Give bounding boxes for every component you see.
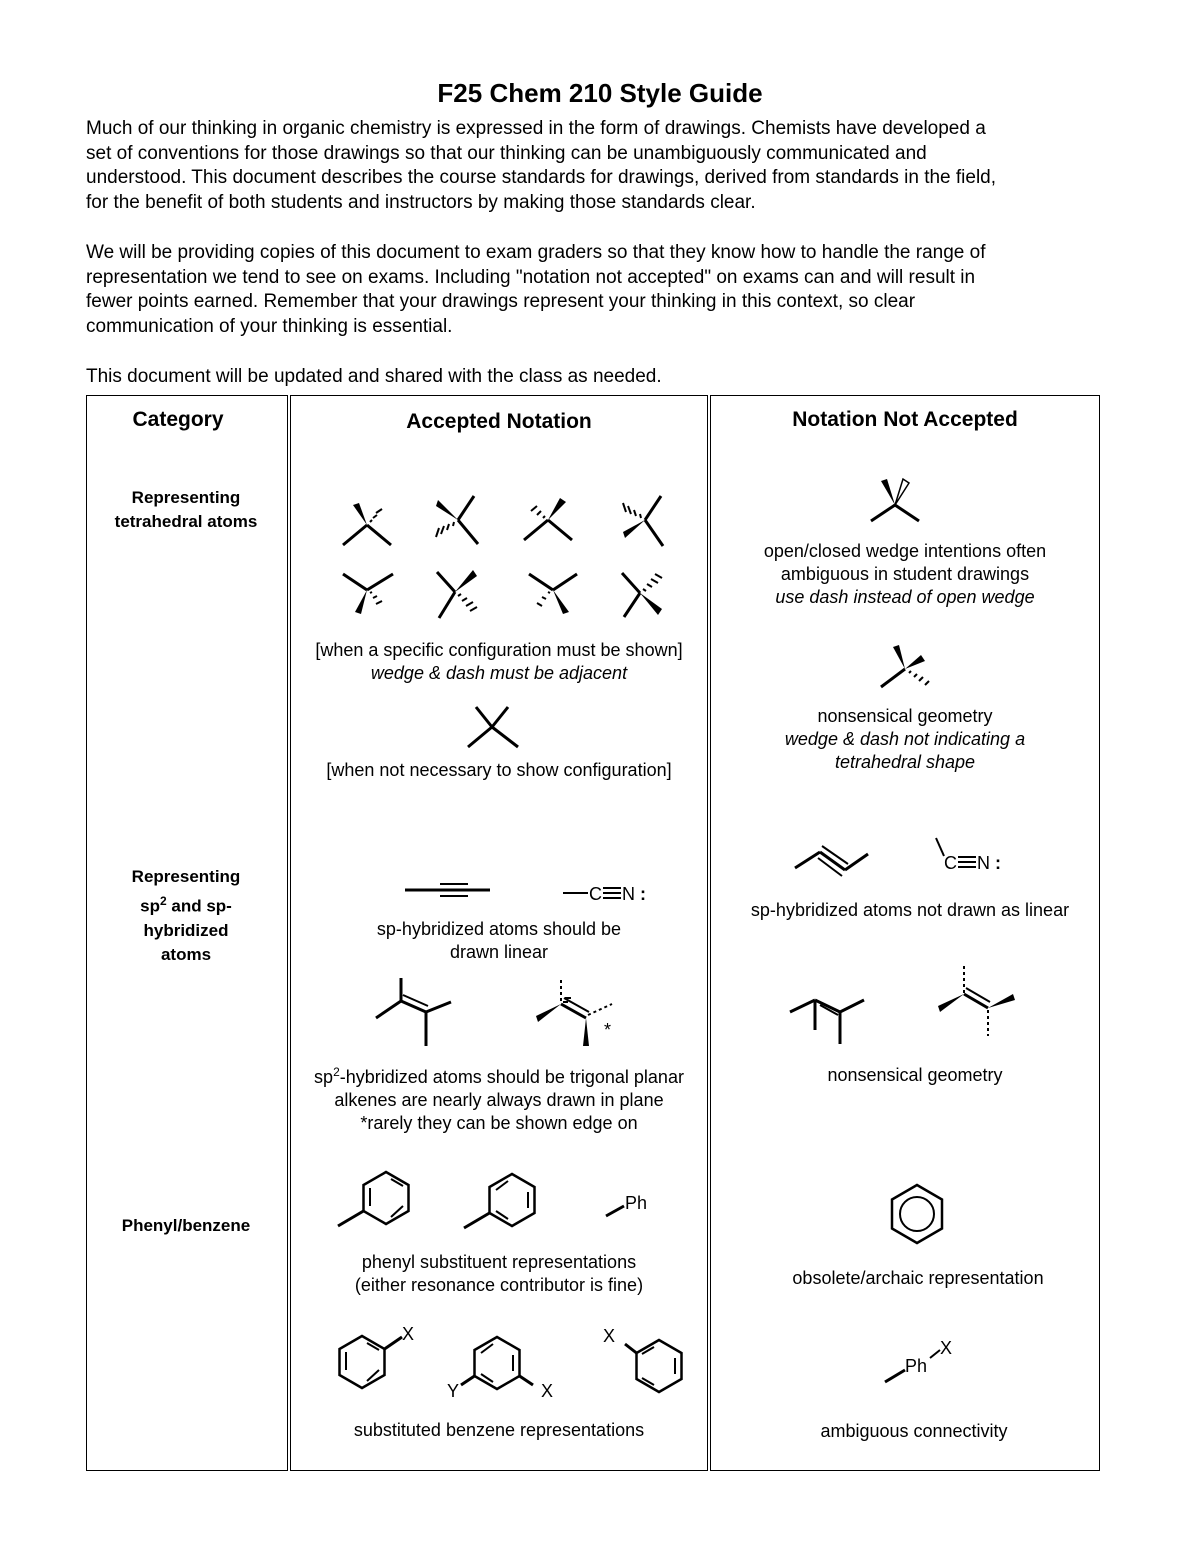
category-phenyl: Phenyl/benzene [121, 1216, 251, 1235]
atom-label-n: N [977, 853, 990, 873]
category-line: tetrahedral atoms [114, 512, 258, 531]
substituent-x-label: X [402, 1324, 415, 1344]
page-title: F25 Chem 210 Style Guide [437, 78, 763, 108]
lone-pair-label: : [640, 884, 646, 904]
caption-note: use dash instead of open wedge [775, 587, 1035, 607]
sp2-rest: -hybridized atoms should be trigonal planar [339, 1067, 684, 1087]
accepted-header: Accepted Notation [406, 410, 592, 433]
category-line: atoms [160, 944, 212, 964]
category-sp-superscript: 2 [159, 894, 167, 908]
category-line: Representing [131, 488, 241, 507]
obsolete-caption: obsolete/archaic representation [792, 1268, 1044, 1288]
intro-line: for the benefit of both students and instructors by making those standards clear. [86, 191, 756, 213]
caption-note: wedge & dash must be adjacent [370, 663, 628, 683]
atom-label-n: N [622, 884, 635, 904]
not-accepted-header: Notation Not Accepted [792, 408, 1018, 431]
category-sp-prefix: sp [140, 896, 160, 916]
atom-label-c: C [589, 884, 602, 904]
substituent-x-label: X [603, 1326, 616, 1346]
caption-line: open/closed wedge intentions often [763, 541, 1047, 561]
category-line: Representing [131, 867, 241, 886]
category-line: hybridized [143, 920, 229, 940]
intro-line: representation we tend to see on exams. Including "notation not accepted" on exams can and will result in [86, 266, 976, 288]
ph-label: Ph [625, 1193, 648, 1213]
ambiguous-ph-structure [885, 1338, 952, 1382]
benzene-caption: substituted benzene representations [353, 1420, 645, 1440]
sp2-superscript: 2 [333, 1065, 340, 1079]
intro-line: We will be providing copies of this document to exam graders so that they know how to handle the range of [86, 242, 986, 263]
caption-note: wedge & dash not indicating a [784, 729, 1026, 749]
category-sp-rest: and sp- [166, 896, 232, 916]
atom-label-c: C [944, 853, 957, 873]
ambiguous-caption: ambiguous connectivity [820, 1421, 1008, 1441]
intro-line: fewer points earned. Remember that your drawings represent your thinking in this context, so clear [86, 291, 916, 313]
edge-on-asterisk: * [604, 1020, 612, 1040]
caption-note: tetrahedral shape [834, 752, 976, 772]
circle-benzene-structure [892, 1185, 942, 1243]
sp2-prefix: sp [314, 1067, 334, 1087]
caption-line: ambiguous in student drawings [780, 564, 1030, 584]
caption-line: (either resonance contributor is fine) [354, 1275, 644, 1295]
caption-line: *rarely they can be shown edge on [360, 1113, 638, 1133]
ph-label: Ph [905, 1356, 928, 1376]
caption-line: sp-hybridized atoms should be [376, 919, 622, 939]
sp2-not-accepted-caption: nonsensical geometry [827, 1065, 1003, 1085]
caption-line: alkenes are nearly always drawn in plane [334, 1090, 664, 1110]
tet-noconfig-caption: [when not necessary to show configuration] [326, 760, 672, 780]
intro-line: understood. This document describes the course standards for drawings, derived from standards in the field, [86, 167, 997, 189]
substituent-x-label: X [541, 1381, 554, 1401]
intro-line: communication of your thinking is essential. [86, 315, 453, 337]
lone-pair-label: : [995, 853, 1001, 873]
substituent-x-label: X [940, 1338, 953, 1358]
intro-line: Much of our thinking in organic chemistry is expressed in the form of drawings. Chemists have developed a [86, 118, 986, 139]
caption-line: drawn linear [449, 942, 549, 962]
caption-line: phenyl substituent representations [361, 1252, 637, 1272]
caption-line: nonsensical geometry [817, 706, 993, 726]
intro-line: set of conventions for those drawings so that our thinking can be unambiguously communicated and [86, 142, 927, 164]
category-header: Category [132, 408, 224, 431]
intro-line: This document will be updated and shared with the class as needed. [86, 366, 662, 387]
sp-not-linear-caption: sp-hybridized atoms not drawn as linear [750, 900, 1070, 920]
substituent-y-label: Y [447, 1381, 460, 1401]
caption-line: [when a specific configuration must be shown] [315, 640, 683, 660]
